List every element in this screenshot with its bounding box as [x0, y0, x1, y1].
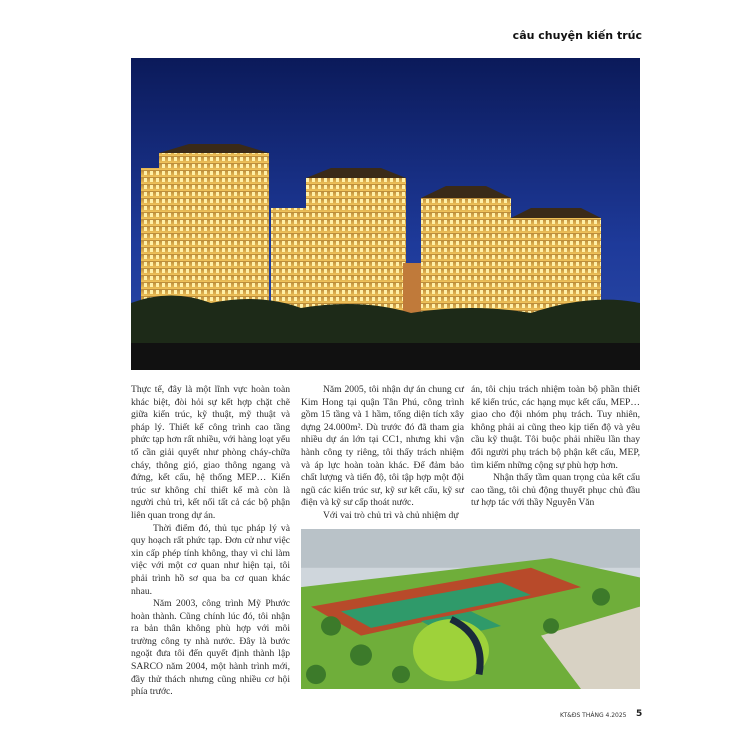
- paragraph: án, tôi chịu trách nhiệm toàn bộ phần thiết kế kiến trúc, các hạng mục kết cấu, MEP… giao cho đội nhóm phụ trách. Tuy nhiên, không phải ai cũng theo kịp tiến độ và yêu cầu kỹ thuật. Tôi buộc phải nhiều lần thay đổi người phụ trách bộ phận kết cấu, MEP, tìm kiếm những cộng sự phù hợp hơn.: [471, 384, 640, 471]
- text-column-2: [301, 384, 464, 523]
- text-column-1: [131, 384, 290, 699]
- paragraph: Thời điểm đó, thủ tục pháp lý và quy hoạch rất phức tạp. Đơn cử như việc xin cấp phép tính không, thay vì chỉ làm việc với một cơ quan như hiện tại, tôi phải trình hồ sơ qua ba cơ quan khác nhau.: [131, 522, 290, 597]
- section-title: câu chuyện kiến trúc: [512, 29, 642, 42]
- paragraph: Năm 2005, tôi nhận dự án chung cư Kim Hong tại quận Tân Phú, công trình gồm 15 tầng và 1 hầm, tổng diện tích xây dựng 24.000m². Dù trước đó đã tham gia nhiều dự án lớn tại CC1, nhưng khi vận hành công ty riêng, tôi thấy trách nhiệm và áp lực hoàn toàn khác. Để đảm bảo chất lượng và tiến độ, tôi tập hợp một đội ngũ các kiến trúc sư, kỹ sư kết cấu, kỹ sư điện và kỹ sư cấp thoát nước.: [301, 384, 464, 509]
- issue-label: KT&ĐS THÁNG 4.2025: [560, 712, 627, 719]
- tennis-courts-rendering: [301, 529, 640, 689]
- paragraph: Thực tế, đây là một lĩnh vực hoàn toàn khác biệt, đòi hỏi sự kết hợp chặt chẽ giữa kiến trúc, kỹ thuật, mỹ thuật và pháp lý. Thiết kế công trình cao tầng phức tạp hơn rất nhiều, với hàng loạt yếu tố cần giải quyết như phòng cháy-chữa cháy, thông gió, giao thông ngang và đứng, kết cấu, hệ thống MEP… Kiến trúc sư không chỉ thiết kế mà còn là người chủ trì, kết nối tất cả các bộ phận liên quan trong dự án.: [131, 384, 290, 521]
- right-section: [301, 384, 640, 689]
- page-number: 5: [636, 709, 643, 719]
- text-column-3: [471, 384, 640, 523]
- apartment-towers-night-photo: [131, 58, 640, 370]
- paragraph: Nhận thấy tầm quan trọng của kết cấu cao tầng, tôi chủ động thuyết phục chủ đầu tư hợp tác với thầy Nguyễn Văn: [471, 472, 640, 509]
- paragraph: Năm 2003, công trình Mỹ Phước hoàn thành. Cũng chính lúc đó, tôi nhận ra bản thân không phù hợp với môi trường công ty nhà nước. Đây là bước ngoặt đưa tôi đến quyết định thành lập SARCO năm 2004, một hành trình mới, đầy thử thách nhưng cũng nhiều cơ hội phía trước.: [131, 598, 290, 698]
- paragraph: Với vai trò chủ trì và chủ nhiệm dự: [323, 509, 459, 521]
